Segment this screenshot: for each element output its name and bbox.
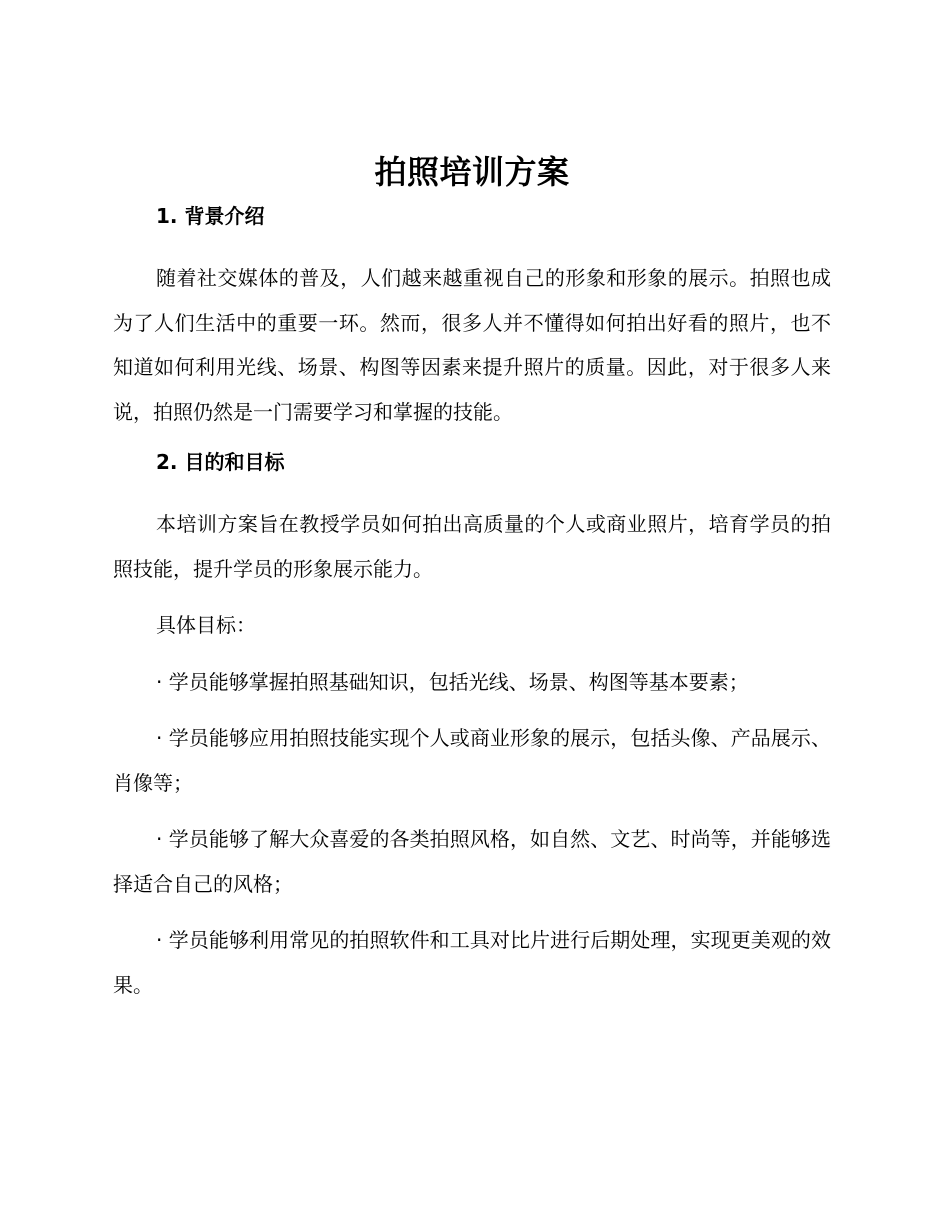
spacer bbox=[113, 805, 831, 817]
bullet-item-styles: · 学员能够了解大众喜爱的各类拍照风格，如自然、文艺、时尚等，并能够选择适合自己的风格； bbox=[113, 827, 831, 896]
spacer bbox=[113, 478, 831, 502]
paragraph-specific-goals-label: 具体目标： bbox=[156, 613, 256, 637]
paragraph-purpose: 本培训方案旨在教授学员如何拍出高质量的个人或商业照片，培育学员的拍照技能，提升学员的形象展示能力。 bbox=[113, 512, 831, 581]
spacer bbox=[113, 232, 831, 256]
spacer bbox=[113, 906, 831, 918]
section-heading-background: 1. 背景介绍 bbox=[156, 204, 265, 228]
bullet-item-basics: · 学员能够掌握拍照基础知识，包括光线、场景、构图等基本要素； bbox=[156, 669, 749, 694]
document-content bbox=[113, 150, 831, 1007]
document-title: 拍照培训方案 bbox=[374, 153, 570, 191]
paragraph-background: 随着社交媒体的普及，人们越来越重视自己的形象和形象的展示。拍照也成为了人们生活中的重要一环。然而，很多人并不懂得如何拍出好看的照片，也不知道如何利用光线、场景、构图等因素来提升照片的质量。因此，对于很多人来说，拍照仍然是一门需要学习和掌握的技能。 bbox=[113, 266, 831, 424]
spacer bbox=[113, 704, 831, 716]
spacer bbox=[113, 591, 831, 603]
spacer bbox=[113, 648, 831, 660]
bullet-item-application: · 学员能够应用拍照技能实现个人或商业形象的展示，包括头像、产品展示、肖像等； bbox=[113, 726, 831, 795]
spacer bbox=[113, 434, 831, 446]
bullet-item-post-processing: · 学员能够利用常见的拍照软件和工具对比片进行后期处理，实现更美观的效果。 bbox=[113, 928, 831, 997]
section-heading-goals: 2. 目的和目标 bbox=[156, 450, 285, 474]
